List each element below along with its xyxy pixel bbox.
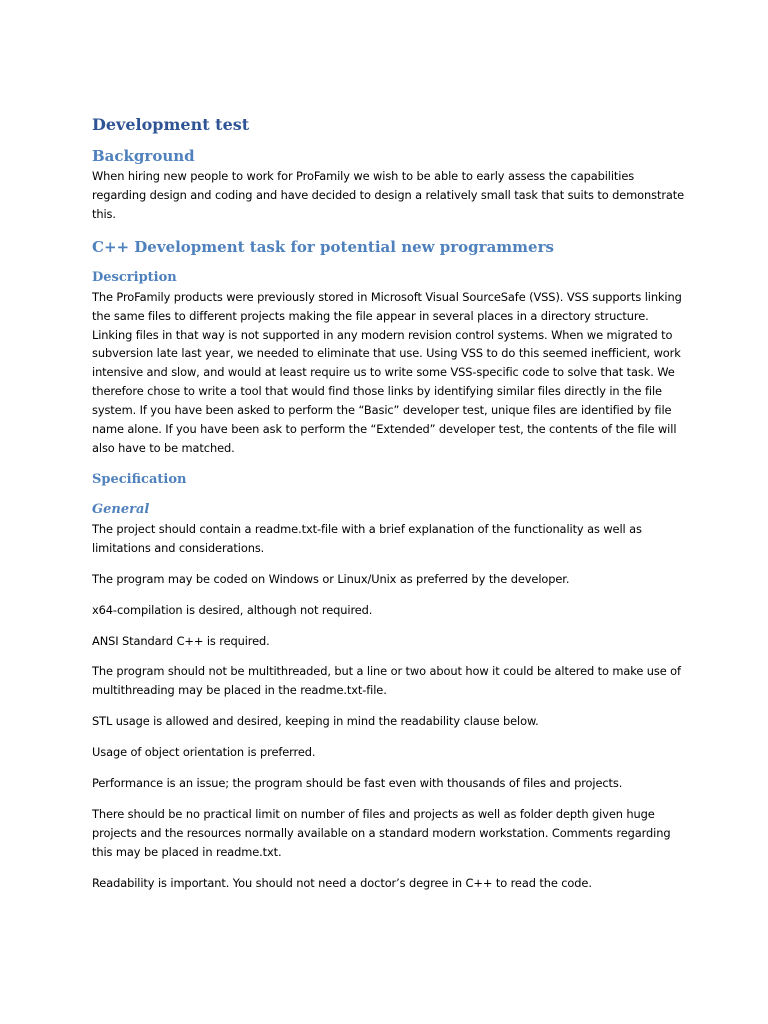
description-heading: Description <box>92 269 177 285</box>
background-heading: Background <box>92 147 195 165</box>
general-paragraph-ansi: ANSI Standard C++ is required. <box>92 633 270 648</box>
general-paragraph-readability: Readability is important. You should not need a doctor’s degree in C++ to read the code. <box>92 875 592 890</box>
document-page <box>92 112 688 893</box>
general-paragraph-stl: STL usage is allowed and desired, keeping in mind the readability clause below. <box>92 714 539 729</box>
background-paragraph: When hiring new people to work for ProFamily we wish to be able to early assess the capabilities regarding design and coding and have decided to design a relatively small task that suits to demonstrate this. <box>92 169 685 221</box>
general-paragraph-oo: Usage of object orientation is preferred. <box>92 745 316 760</box>
specification-heading: Specification <box>92 471 187 487</box>
general-paragraph-readme: The project should contain a readme.txt-file with a brief explanation of the functionality as well as limitations and considerations. <box>92 521 642 555</box>
general-paragraph-x64: x64-compilation is desired, although not required. <box>92 602 373 617</box>
description-paragraph: The ProFamily products were previously stored in Microsoft Visual SourceSafe (VSS). VSS supports linking the same files to different projects making the file appear in several places in a directory structure. Linking files in that way is not supported in any modern revision control systems. When we migrated to subversion late last year, we needed to eliminate that use. Using VSS to do this seemed inefficient, work intensive and slow, and would at least require us to write some VSS-specific code to solve that task. We therefore chose to write a tool that would find those links by identifying similar files directly in the file system. If you have been asked to perform the “Basic” developer test, unique files are identified by file name alone. If you have been ask to perform the “Extended” developer test, the contents of the file will also have to be matched. <box>92 289 682 455</box>
task-heading: C++ Development task for potential new programmers <box>92 237 554 256</box>
general-paragraph-multithreading: The program should not be multithreaded, but a line or two about how it could be altered to make use of multithreading may be placed in the readme.txt-file. <box>92 664 681 698</box>
general-paragraph-limits: There should be no practical limit on number of files and projects as well as folder depth given huge projects and the resources normally available on a standard modern workstation. Comments regarding this may be placed in readme.txt. <box>92 806 671 859</box>
general-heading: General <box>92 501 150 517</box>
document-title: Development test <box>92 115 250 134</box>
general-paragraph-performance: Performance is an issue; the program should be fast even with thousands of files and projects. <box>92 776 623 791</box>
general-paragraph-platform: The program may be coded on Windows or Linux/Unix as preferred by the developer. <box>92 571 570 586</box>
